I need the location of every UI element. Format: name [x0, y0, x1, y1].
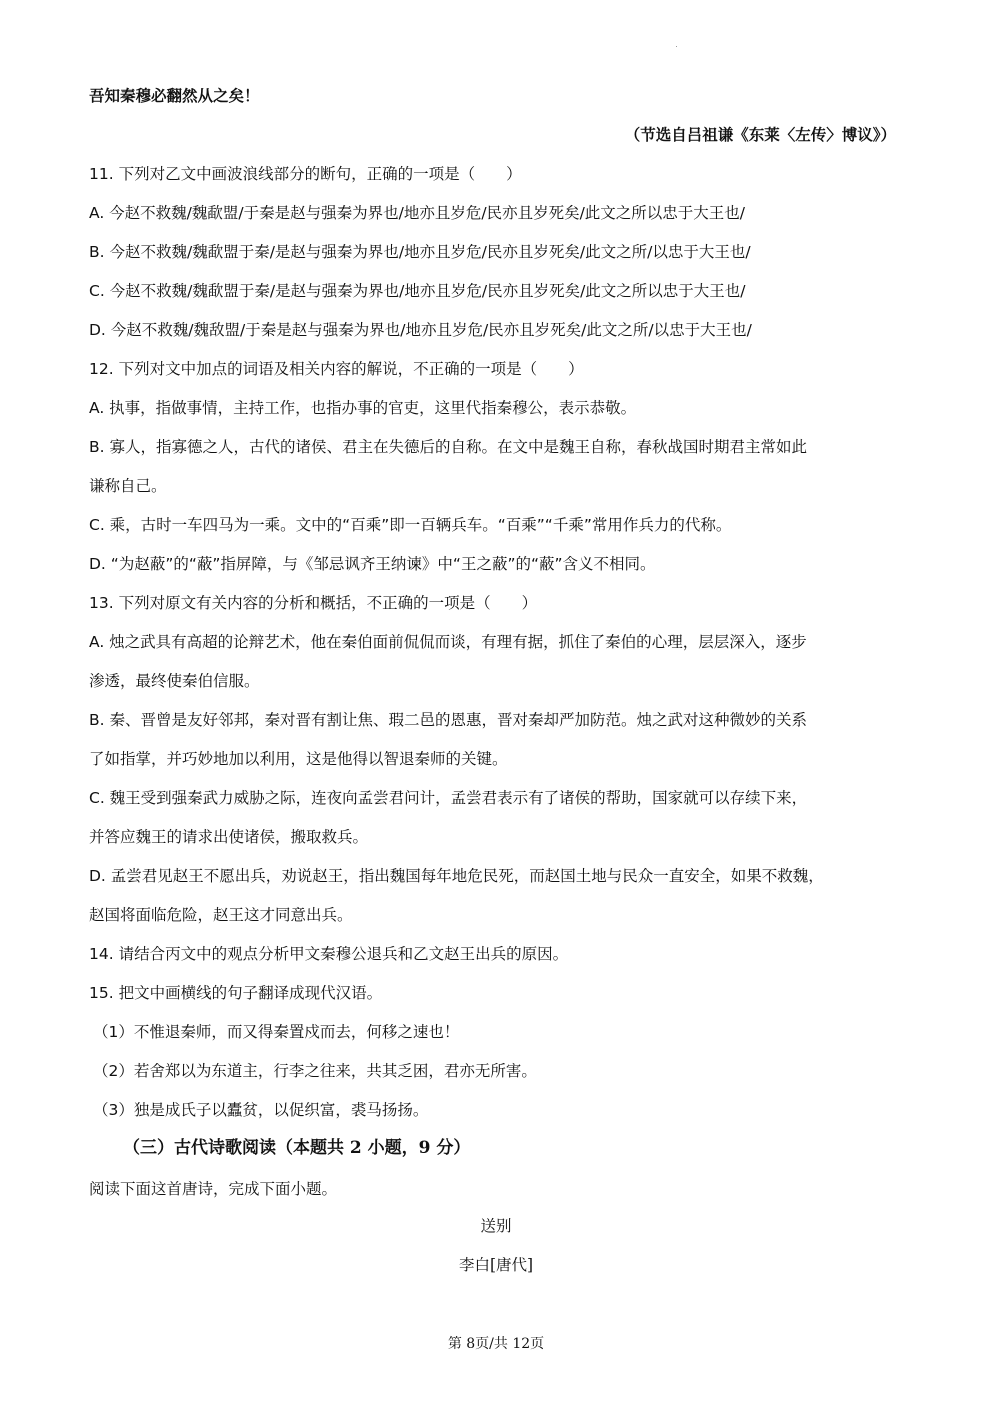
q13-option-a-line2: 渗透，最终使秦伯信服。 — [89, 672, 260, 690]
page-footer: 第 8页/共 12页 — [447, 1336, 545, 1352]
q11-option-c: C. 今赵不救魏/魏歃盟于秦/是赵与强秦为界也/地亦且岁危/民亦且岁死矣/此文之所以忠于大王也/ — [89, 282, 746, 300]
q12-option-b-line2: 谦称自己。 — [89, 477, 167, 495]
q15-item-1: （1）不惟退秦师，而又得秦置戍而去，何移之速也！ — [93, 1023, 460, 1041]
q11-option-d: D. 今赵不救魏/魏敌盟/于秦是赵与强秦为界也/地亦且岁危/民亦且岁死矣/此文之所/以忠于大王也/ — [89, 321, 752, 339]
poem-title: 送别 — [480, 1217, 512, 1235]
q15-item-3: （3）独是成氏子以蠹贫，以促织富，裘马扬扬。 — [93, 1101, 429, 1119]
q13-stem: 13. 下列对原文有关内容的分析和概括，不正确的一项是（ ） — [89, 594, 538, 612]
passage-end-line: 吾知秦穆必翻然从之矣！ — [89, 86, 260, 105]
q13-option-d-line1: D. 孟尝君见赵王不愿出兵，劝说赵王，指出魏国每年地危民死，而赵国土地与民众一直安全，如果不救魏， — [89, 867, 824, 885]
q11-stem: 11. 下列对乙文中画波浪线部分的断句，正确的一项是（ ） — [89, 165, 522, 183]
q12-option-b-line1: B. 寡人，指寡德之人，古代的诸侯、君主在失德后的自称。在文中是魏王自称，春秋战国时期君主常如此 — [89, 438, 807, 456]
q12-option-d: D. “为赵蔽”的“蔽”指屏障，与《邹忌讽齐王纳谏》中“王之蔽”的“蔽”含义不相同。 — [89, 555, 656, 573]
q14-stem: 14. 请结合丙文中的观点分析甲文秦穆公退兵和乙文赵王出兵的原因。 — [89, 945, 569, 963]
q13-option-a-line1: A. 烛之武具有高超的论辩艺术，他在秦伯面前侃侃而谈，有理有据，抓住了秦伯的心理，层层深入，逐步 — [89, 633, 807, 651]
poem-author: 李白[唐代] — [458, 1256, 534, 1274]
q13-option-c-line1: C. 魏王受到强秦武力威胁之际，连夜向孟尝君问计，孟尝君表示有了诸侯的帮助，国家就可以存续下来， — [89, 789, 808, 807]
q13-option-c-line2: 并答应魏王的请求出使诸侯，搬取救兵。 — [89, 828, 369, 846]
q15-item-2: （2）若舍郑以为东道主，行李之往来，共其乏困，君亦无所害。 — [93, 1062, 537, 1080]
section-3-title: （三）古代诗歌阅读（本题共 2 小题，9 分） — [123, 1138, 471, 1158]
scan-speck — [676, 46, 677, 47]
q11-option-a: A. 今赵不救魏/魏歃盟/于秦是赵与强秦为界也/地亦且岁危/民亦且岁死矣/此文之所以忠于大王也/ — [89, 204, 746, 222]
source-note: （节选自吕祖谦《东莱〈左传〉博议》） — [624, 125, 896, 144]
q13-option-b-line1: B. 秦、晋曾是友好邻邦，秦对晋有割让焦、瑕二邑的恩惠，晋对秦却严加防范。烛之武对这种微妙的关系 — [89, 711, 807, 729]
section-3-intro: 阅读下面这首唐诗，完成下面小题。 — [89, 1180, 338, 1198]
q12-option-c: C. 乘，古时一车四马为一乘。文中的“百乘”即一百辆兵车。“百乘”“千乘”常用作兵力的代称。 — [89, 516, 732, 534]
q13-option-b-line2: 了如指掌，并巧妙地加以利用，这是他得以智退秦师的关键。 — [89, 750, 508, 768]
q13-option-d-line2: 赵国将面临危险，赵王这才同意出兵。 — [89, 906, 353, 924]
q12-option-a: A. 执事，指做事情，主持工作，也指办事的官吏，这里代指秦穆公，表示恭敬。 — [89, 399, 637, 417]
q15-stem: 15. 把文中画横线的句子翻译成现代汉语。 — [89, 984, 383, 1002]
q12-stem: 12. 下列对文中加点的词语及相关内容的解说，不正确的一项是（ ） — [89, 360, 584, 378]
q11-option-b: B. 今赵不救魏/魏歃盟于秦/是赵与强秦为界也/地亦且岁危/民亦且岁死矣/此文之所/以忠于大王也/ — [89, 243, 751, 261]
